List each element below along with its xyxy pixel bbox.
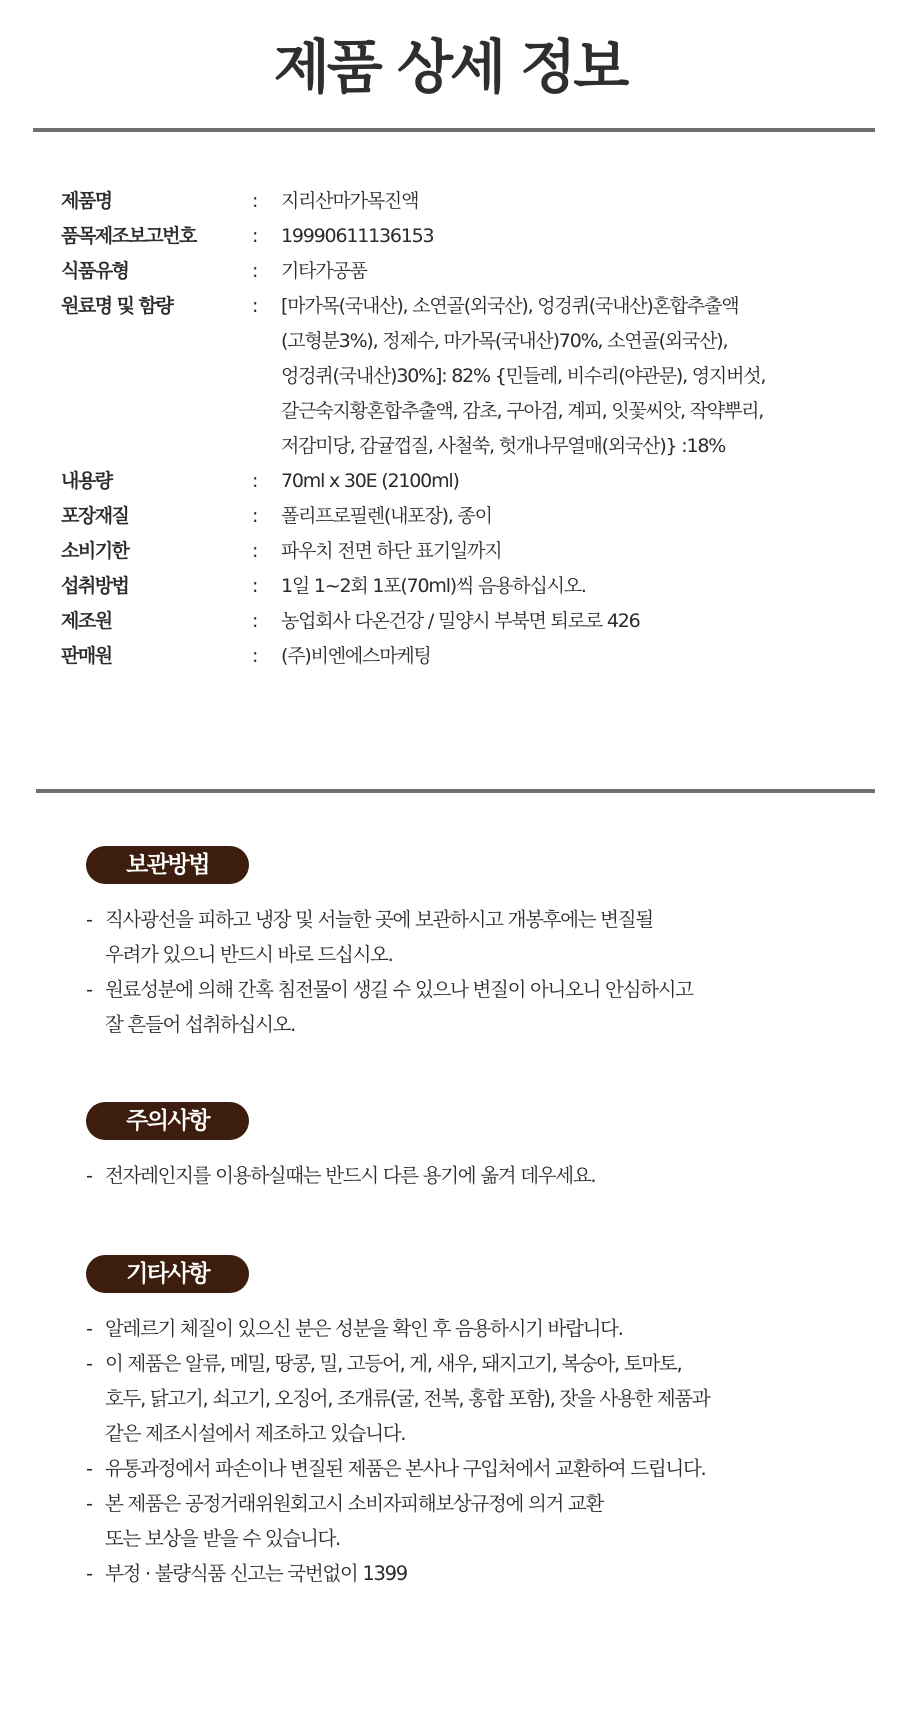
spec-value bbox=[281, 569, 900, 604]
spec-label: 내용량 bbox=[61, 470, 112, 492]
spec-value bbox=[281, 499, 900, 534]
spec-colon: : bbox=[252, 505, 259, 527]
spec-label: 소비기한 bbox=[61, 540, 129, 562]
spec-colon: : bbox=[252, 610, 259, 632]
spec-label: 판매원 bbox=[61, 645, 112, 667]
bullet-text-line: 본 제품은 공정거래위원회고시 소비자피해보상규정에 의거 교환 bbox=[105, 1492, 603, 1515]
spec-label: 원료명 및 함량 bbox=[61, 295, 173, 317]
spec-value-line: 갈근숙지황혼합추출액, 감초, 구아검, 계피, 잇꽃씨앗, 작약뿌리, bbox=[281, 400, 764, 422]
bullet-text-line: 우려가 있으니 반드시 바로 드십시오. bbox=[105, 943, 393, 966]
spec-colon: : bbox=[252, 575, 259, 597]
bullet-text-line: 호두, 닭고기, 쇠고기, 오징어, 조개류(굴, 전복, 홍합 포함), 잣을 사용한 제품과 bbox=[105, 1387, 710, 1410]
spec-value-line: 폴리프로필렌(내포장), 종이 bbox=[281, 505, 492, 527]
spec-value-line: [마가목(국내산), 소연골(외국산), 엉겅퀴(국내산)혼합추출액 bbox=[281, 295, 739, 317]
spec-value-line: 엉겅퀴(국내산)30%]: 82% {민들레, 비수리(야관문), 영지버섯, bbox=[281, 365, 766, 387]
bullet-dash: - bbox=[86, 978, 92, 1001]
bullet-dash: - bbox=[86, 908, 92, 931]
bullet-item bbox=[86, 1556, 846, 1591]
bullet-text-line: 이 제품은 알류, 메밀, 땅콩, 밀, 고등어, 게, 새우, 돼지고기, 복숭아, 토마토, bbox=[105, 1352, 682, 1375]
bullet-text-line: 같은 제조시설에서 제조하고 있습니다. bbox=[105, 1422, 406, 1445]
bullet-item bbox=[86, 972, 846, 1042]
page-title: 제품 상세 정보 bbox=[273, 33, 627, 101]
spec-value bbox=[281, 604, 900, 639]
spec-label: 섭취방법 bbox=[61, 575, 129, 597]
bullet-text-line: 직사광선을 피하고 냉장 및 서늘한 곳에 보관하시고 개봉후에는 변질될 bbox=[105, 908, 653, 931]
spec-row bbox=[61, 219, 861, 254]
bullet-text-line: 또는 보상을 받을 수 있습니다. bbox=[105, 1527, 340, 1550]
caution-heading-badge: 주의사항 bbox=[86, 1102, 249, 1140]
spec-row bbox=[61, 464, 861, 499]
spec-label: 제조원 bbox=[61, 610, 112, 632]
spec-value bbox=[281, 464, 900, 499]
spec-value bbox=[281, 184, 900, 219]
spec-label: 제품명 bbox=[61, 190, 112, 212]
spec-value bbox=[281, 254, 900, 289]
spec-value-line: 저감미당, 감귤껍질, 사철쑥, 헛개나무열매(외국산)} :18% bbox=[281, 435, 726, 457]
spec-colon: : bbox=[252, 645, 259, 667]
spec-value bbox=[281, 289, 900, 464]
spec-value bbox=[281, 219, 900, 254]
spec-colon: : bbox=[252, 190, 259, 212]
bullet-item bbox=[86, 902, 846, 972]
bullet-dash: - bbox=[86, 1352, 92, 1375]
spec-row bbox=[61, 289, 861, 464]
bullet-text-line: 원료성분에 의해 간혹 침전물이 생길 수 있으나 변질이 아니오니 안심하시고 bbox=[105, 978, 693, 1001]
spec-label: 품목제조보고번호 bbox=[61, 225, 196, 247]
bullet-dash: - bbox=[86, 1317, 92, 1340]
spec-row bbox=[61, 639, 861, 674]
spec-value-line: 농업회사 다온건강 / 밀양시 부북면 퇴로로 426 bbox=[281, 610, 640, 632]
bullet-text-line: 잘 흔들어 섭취하십시오. bbox=[105, 1013, 296, 1036]
etc-heading-badge: 기타사항 bbox=[86, 1255, 249, 1293]
bullet-text-line: 유통과정에서 파손이나 변질된 제품은 본사나 구입처에서 교환하여 드립니다. bbox=[105, 1457, 706, 1480]
title-divider bbox=[33, 128, 875, 132]
spec-value-line: 파우치 전면 하단 표기일까지 bbox=[281, 540, 502, 562]
spec-colon: : bbox=[252, 225, 259, 247]
bullet-dash: - bbox=[86, 1562, 92, 1585]
bullet-item bbox=[86, 1451, 846, 1486]
spec-value-line: (주)비엔에스마케팅 bbox=[281, 645, 431, 667]
spec-value bbox=[281, 639, 900, 674]
caution-section bbox=[86, 1102, 846, 1193]
caution-list bbox=[86, 1158, 846, 1193]
spec-value-line: (고형분3%), 정제수, 마가목(국내산)70%, 소연골(외국산), bbox=[281, 330, 728, 352]
etc-section bbox=[86, 1255, 846, 1591]
storage-list bbox=[86, 902, 846, 1042]
etc-list bbox=[86, 1311, 846, 1591]
bullet-text-line: 알레르기 체질이 있으신 분은 성분을 확인 후 음용하시기 바랍니다. bbox=[105, 1317, 623, 1340]
spec-row bbox=[61, 604, 861, 639]
bullet-text-line: 부정 · 불량식품 신고는 국번없이 1399 bbox=[105, 1562, 407, 1585]
spec-value bbox=[281, 534, 900, 569]
spec-colon: : bbox=[252, 540, 259, 562]
spec-label: 식품유형 bbox=[61, 260, 129, 282]
storage-section bbox=[86, 846, 846, 1042]
spec-colon: : bbox=[252, 295, 259, 317]
spec-value-line: 70ml x 30E (2100ml) bbox=[281, 470, 459, 492]
bullet-item bbox=[86, 1346, 846, 1451]
bullet-dash: - bbox=[86, 1492, 92, 1515]
spec-colon: : bbox=[252, 260, 259, 282]
spec-row bbox=[61, 254, 861, 289]
spec-label: 포장재질 bbox=[61, 505, 129, 527]
bullet-dash: - bbox=[86, 1164, 92, 1187]
product-spec-table bbox=[61, 184, 861, 674]
bullet-item bbox=[86, 1311, 846, 1346]
spec-colon: : bbox=[252, 470, 259, 492]
bullet-item bbox=[86, 1486, 846, 1556]
section-divider bbox=[36, 789, 875, 793]
storage-heading-badge: 보관방법 bbox=[86, 846, 249, 884]
spec-value-line: 19990611136153 bbox=[281, 225, 434, 247]
spec-value-line: 지리산마가목진액 bbox=[281, 190, 419, 212]
spec-row bbox=[61, 184, 861, 219]
bullet-dash: - bbox=[86, 1457, 92, 1480]
bullet-text-line: 전자레인지를 이용하실때는 반드시 다른 용기에 옮겨 데우세요. bbox=[105, 1164, 596, 1187]
spec-value-line: 1일 1~2회 1포(70ml)씩 음용하십시오. bbox=[281, 575, 586, 597]
bullet-item bbox=[86, 1158, 846, 1193]
spec-row bbox=[61, 499, 861, 534]
spec-row bbox=[61, 534, 861, 569]
spec-row bbox=[61, 569, 861, 604]
spec-value-line: 기타가공품 bbox=[281, 260, 367, 282]
